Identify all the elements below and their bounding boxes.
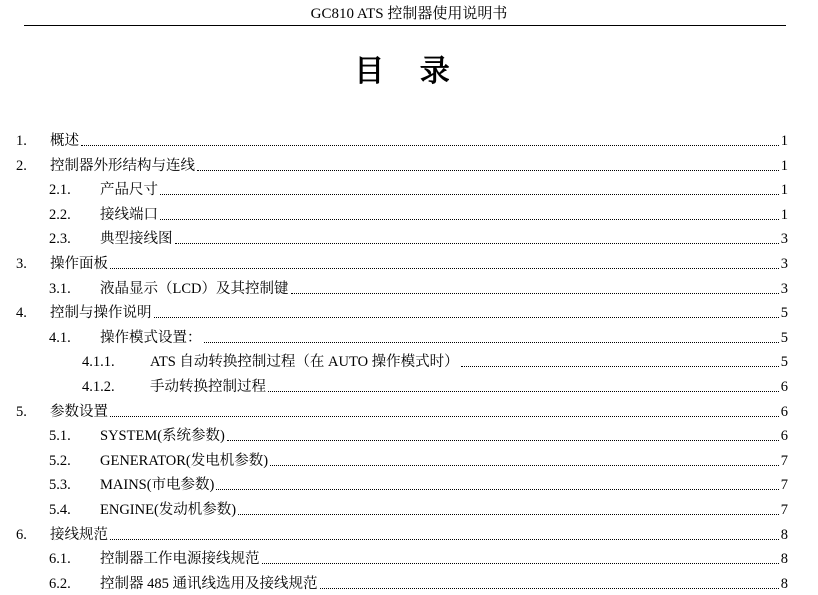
toc-entry-page: 3 [780,231,788,248]
toc-entry-title: MAINS(市电参数) [100,477,215,494]
toc-entry-number: 5.2. [49,452,71,469]
toc-entry-title: 手动转换控制过程 [150,379,266,395]
toc-entry-title: GENERATOR(发电机参数) [100,452,269,469]
toc-entry[interactable] [49,224,788,248]
toc-entry-number: 5.4. [49,502,71,518]
toc-entry-page: 8 [780,526,788,543]
toc-entry-page: 6 [780,428,788,445]
toc-entry-title: 控制器 485 通讯线选用及接线规范 [100,575,318,592]
toc-entry-number: 3. [16,256,27,272]
dot-leader [154,317,779,318]
toc-entry-page: 8 [780,575,788,592]
toc-entry[interactable] [16,249,788,273]
toc-entry-title: 典型接线图 [100,231,173,248]
toc-title: 目 录 [354,55,464,88]
toc-entry-page: 1 [780,157,788,174]
toc-entry[interactable] [16,520,788,544]
toc-entry-title: 操作模式设置： [100,329,202,346]
toc-entry-page: 5 [780,354,788,371]
toc-entry-page: 1 [780,133,788,149]
toc-entry-number: 2. [16,157,27,174]
dot-leader [227,440,779,441]
dot-leader [268,391,779,392]
toc-entry-page: 7 [780,477,788,494]
toc-entry-page: 3 [780,256,788,272]
dot-leader [160,194,779,195]
toc-entry[interactable] [49,446,788,470]
toc-entry[interactable] [16,397,788,421]
toc-entry-title: 操作面板 [50,256,108,272]
toc-entry-number: 3.1. [49,280,71,297]
toc-entry-title: 概述 [50,133,79,149]
toc-entry-number: 2.1. [49,182,71,199]
toc-entry[interactable] [49,470,788,494]
toc-entry-number: 6.1. [49,551,71,568]
toc-entry[interactable] [49,544,788,568]
toc-entry-title: 参数设置 [50,403,108,420]
toc-entry-title: 接线规范 [50,526,108,543]
toc-entry-title: 产品尺寸 [100,182,158,199]
toc-entry[interactable] [16,126,788,150]
toc-entry-number: 6. [16,526,27,543]
dot-leader [262,563,779,564]
dot-leader [160,219,779,220]
toc-entry[interactable] [16,298,788,322]
toc-entry-title: ENGINE(发动机参数) [100,502,237,518]
dot-leader [461,366,779,367]
toc-entry-page: 5 [780,305,788,322]
toc-entry-page: 6 [780,403,788,420]
toc-entry[interactable] [82,347,788,371]
dot-leader [110,416,779,417]
toc-entry[interactable] [82,372,788,396]
toc-entry-number: 4.1. [49,329,71,346]
toc-entry-number: 4. [16,305,27,322]
dot-leader [197,170,779,171]
toc-entry[interactable] [49,274,788,298]
dot-leader [238,514,779,515]
toc-entry-page: 6 [780,379,788,395]
toc-entry[interactable] [49,421,788,445]
toc-entry[interactable] [49,323,788,347]
toc-entry-page: 7 [780,502,788,518]
toc-entry-title: 液晶显示（LCD）及其控制键 [100,280,289,297]
dot-leader [110,539,779,540]
toc-entry-page: 1 [780,206,788,223]
toc-entry-page: 7 [780,452,788,469]
dot-leader [175,243,779,244]
toc-entry[interactable] [49,200,788,224]
dot-leader [216,489,778,490]
toc-entry-number: 4.1.1. [82,354,115,371]
toc-entry-title: 控制器外形结构与连线 [50,157,195,174]
toc-entry-title: SYSTEM(系统参数) [100,428,225,445]
toc-entry-page: 5 [780,329,788,346]
dot-leader [320,588,779,589]
toc-entry[interactable] [49,175,788,199]
dot-leader [81,145,779,146]
toc-entry-title: ATS 自动转换控制过程（在 AUTO 操作模式时） [150,354,459,371]
toc-entry-number: 2.2. [49,206,71,223]
toc-entry-number: 5.3. [49,477,71,494]
toc-entry-page: 3 [780,280,788,297]
dot-leader [270,465,779,466]
toc-entry-title: 接线端口 [100,206,158,223]
toc-entry-number: 6.2. [49,575,71,592]
toc-entry-number: 5. [16,403,27,420]
toc-entry-page: 1 [780,182,788,199]
dot-leader [110,268,779,269]
toc-entry-title: 控制器工作电源接线规范 [100,551,260,568]
toc-entry-page: 8 [780,551,788,568]
dot-leader [291,293,779,294]
toc-entry-number: 4.1.2. [82,379,115,395]
toc-entry[interactable] [49,569,788,593]
toc-entry-title: 控制与操作说明 [50,305,152,322]
toc-entry-number: 2.3. [49,231,71,248]
toc-entry-number: 5.1. [49,428,71,445]
header-rule [24,25,786,26]
dot-leader [204,342,779,343]
page-header: GC810 ATS 控制器使用说明书 [310,6,508,22]
toc-entry[interactable] [16,151,788,175]
toc-entry[interactable] [49,495,788,519]
toc-entry-number: 1. [16,133,27,149]
